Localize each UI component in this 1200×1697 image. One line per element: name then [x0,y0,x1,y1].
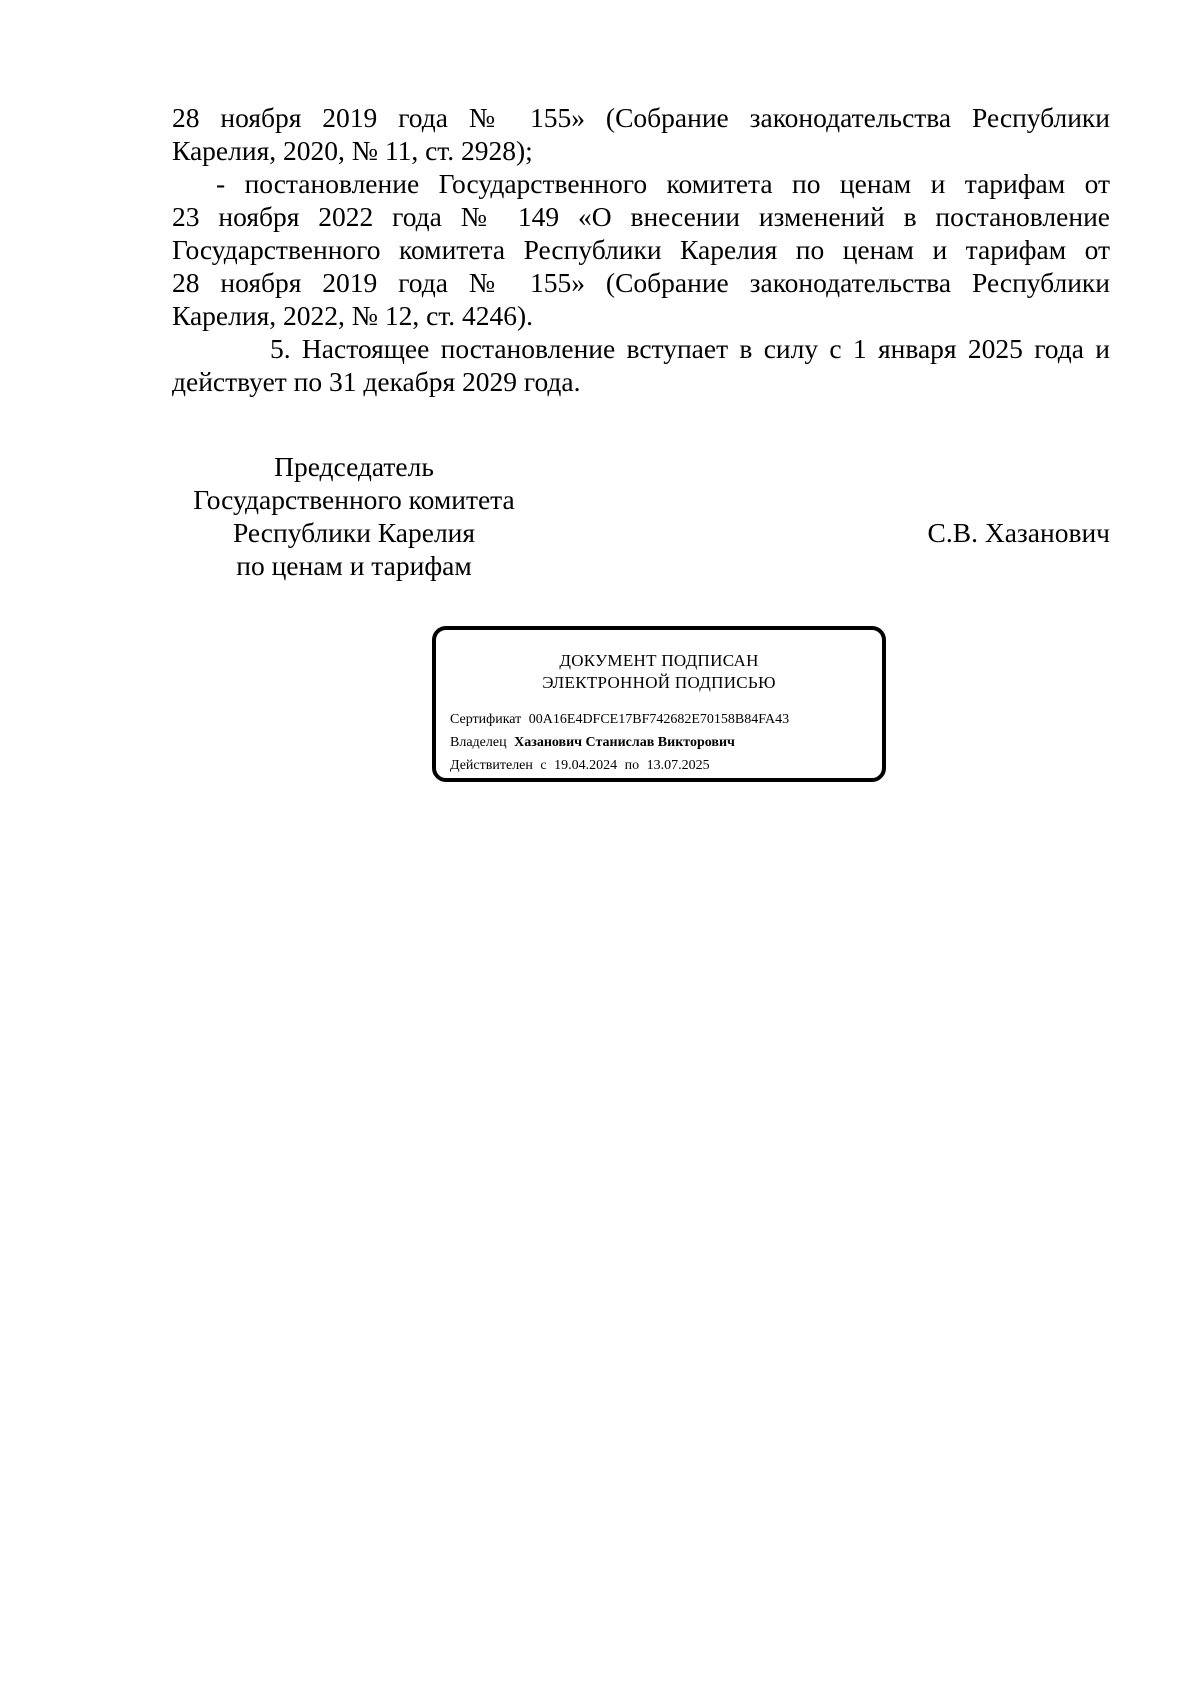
validity-label: Действителен [450,758,533,773]
validity-row [450,754,789,777]
stamp-details [450,708,789,777]
position-line-1: Председатель [274,451,434,482]
certificate-value: 00A16E4DFCE17BF742682E70158B84FA43 [528,712,790,727]
position-line-2: Государственного комитета [193,484,515,515]
validity-to-label: по [624,758,640,773]
text-line-4: 23 ноября 2022 года № 149 «О внесении изменений в постановление [172,201,1110,232]
validity-from-date: 19.04.2024 [554,758,618,773]
text-line-9: действует по 31 декабря 2029 года. [172,366,581,397]
certificate-label: Сертификат [450,712,522,727]
validity-from-label: с [540,758,547,773]
e-signature-stamp [432,626,886,782]
position-line-3: Республики Карелия [232,517,476,548]
validity-to-date: 13.07.2025 [646,758,710,773]
text-line-8: 5. Настоящее постановление вступает в силу с 1 января 2025 года и [270,333,1110,364]
text-line-6: 28 ноября 2019 года № 155» (Собрание законодательства Республики [172,267,1110,298]
signatory-position [176,450,532,582]
stamp-title-line-1: ДОКУМЕНТ ПОДПИСАН [559,651,759,670]
text-line-3: - постановление Государственного комитета по ценам и тарифам от [216,168,1110,199]
owner-label: Владелец [450,735,507,750]
text-line-1: 28 ноября 2019 года № 155» (Собрание законодательства Республики [172,102,1110,133]
document-body-text [172,101,1110,398]
text-line-2: Карелия, 2020, № 11, ст. 2928); [172,135,533,166]
signatory-name: С.В. Хазанович [927,517,1110,548]
certificate-row [450,708,789,731]
stamp-title [436,650,882,694]
text-line-5: Государственного комитета Республики Карелия по ценам и тарифам от [172,234,1110,265]
owner-value: Хазанович Станислав Викторович [514,735,735,750]
stamp-title-line-2: ЭЛЕКТРОННОЙ ПОДПИСЬЮ [542,673,776,692]
owner-row [450,731,789,754]
text-line-7: Карелия, 2022, № 12, ст. 4246). [172,300,534,331]
position-line-4: по ценам и тарифам [236,550,472,581]
